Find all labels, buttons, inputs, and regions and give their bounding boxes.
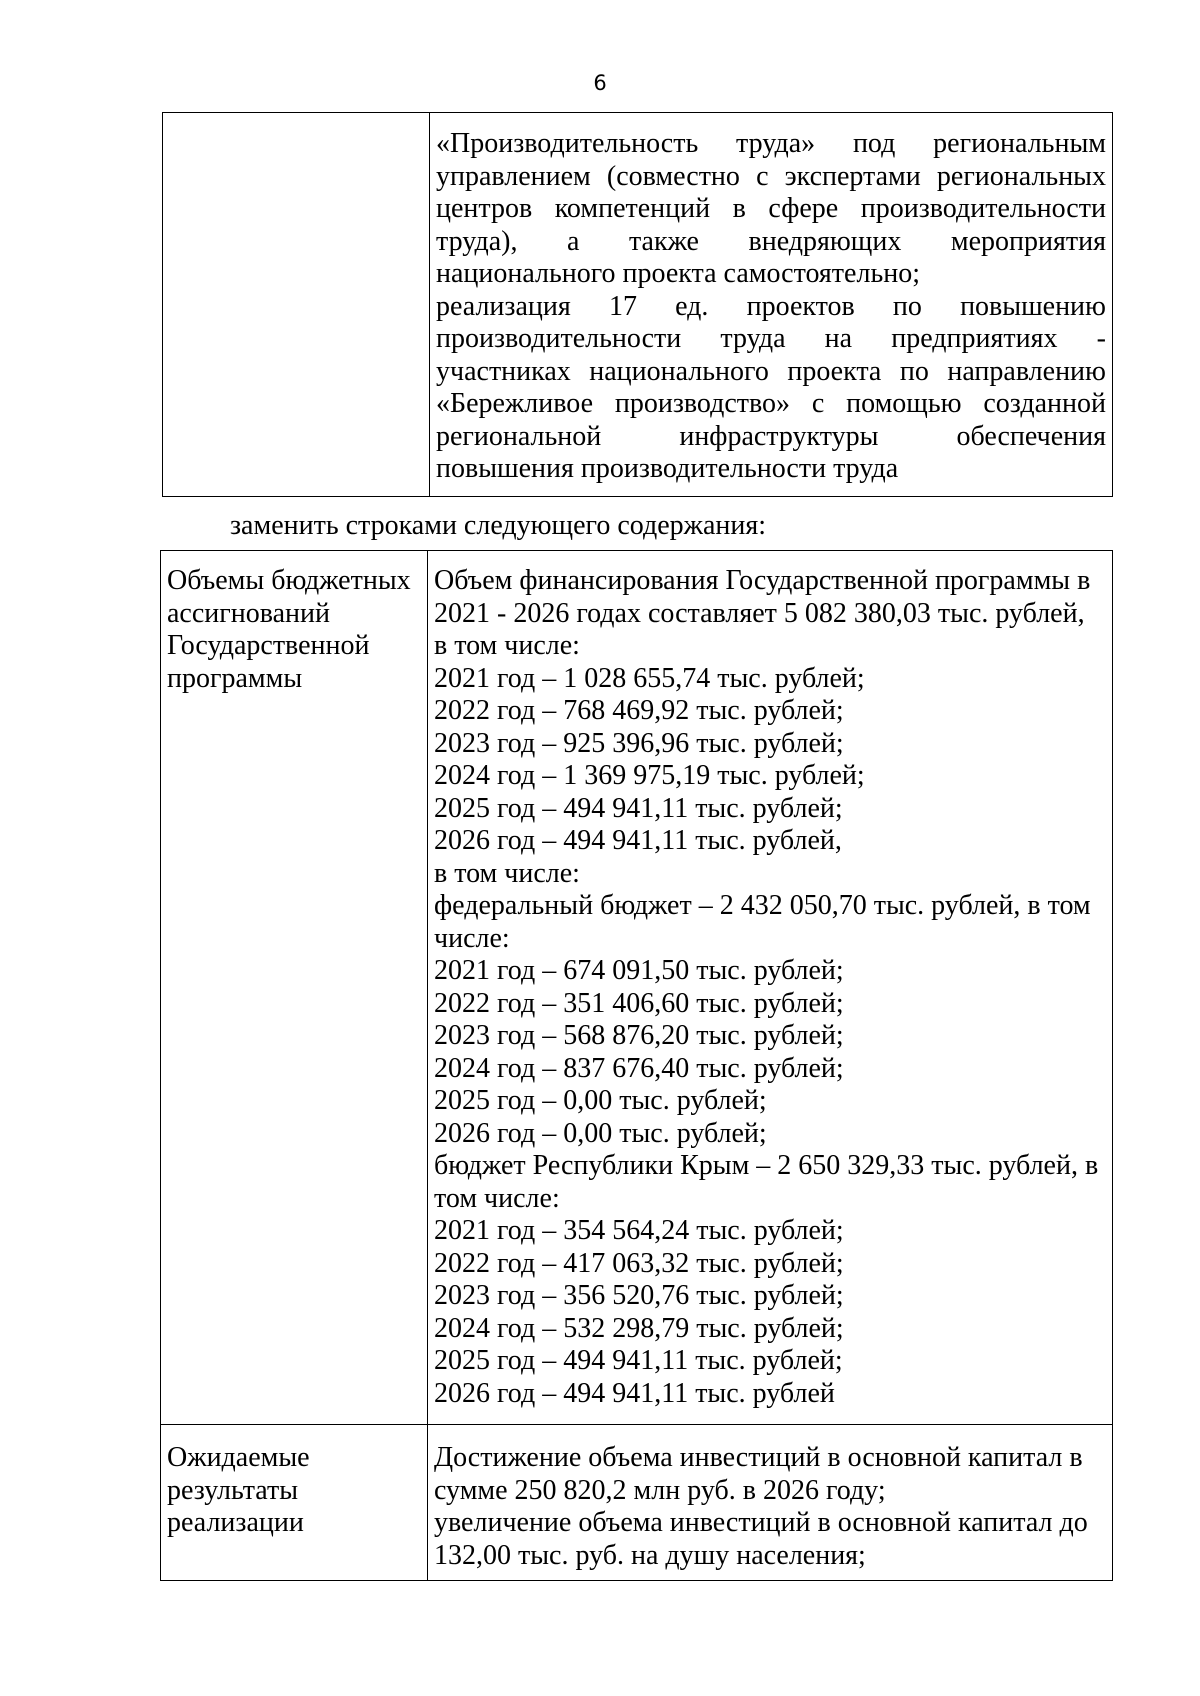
budget-allocations-content-cell — [428, 551, 1113, 1425]
content-line: 2026 год – 494 941,11 тыс. рублей, — [434, 825, 842, 856]
content-line: 2021 - 2026 годах составляет 5 082 380,03 тыс. рублей, — [434, 597, 1085, 629]
content-line: 2023 год – 925 396,96 тыс. рублей; — [434, 727, 844, 759]
word: управлением — [436, 160, 591, 192]
word: помощью — [846, 388, 962, 419]
replace-instruction: заменить строками следующего содержания: — [230, 510, 767, 541]
content-line: в том числе: — [434, 857, 580, 889]
word: ед. — [675, 290, 709, 322]
word: национального — [589, 355, 769, 387]
word: с — [756, 160, 769, 192]
content-line: 2024 год – 1 369 975,19 тыс. рублей; — [434, 760, 865, 791]
content-line: сумме 250 820,2 млн руб. в 2026 году; — [434, 1474, 886, 1506]
word: «Производительность — [436, 128, 699, 159]
word: по — [892, 290, 922, 322]
word: мероприятия — [950, 225, 1106, 257]
label-line: Государственной — [167, 630, 370, 661]
word: внедряющих — [748, 225, 902, 257]
content-line: 2022 год – 768 469,92 тыс. рублей; — [434, 695, 844, 726]
word: компетенций — [554, 193, 711, 224]
text-line — [436, 323, 1106, 356]
content-line: 2021 год – 674 091,50 тыс. рублей; — [434, 955, 844, 986]
text-line — [436, 128, 1106, 161]
empty-label-cell — [163, 113, 430, 497]
text-line — [436, 193, 1106, 226]
word: региональной — [436, 420, 602, 452]
content-line: числе: — [434, 922, 510, 954]
text-line — [436, 421, 1106, 454]
word: 17 — [608, 290, 637, 322]
content-line: 2026 год – 0,00 тыс. рублей; — [434, 1117, 767, 1149]
content-line: 2025 год – 0,00 тыс. рублей; — [434, 1085, 767, 1116]
word: «Бережливое — [436, 388, 594, 419]
word: с — [811, 388, 825, 419]
label-line: Ожидаемые — [167, 1442, 310, 1473]
content-line: увеличение объема инвестиций в основной капитал до — [434, 1507, 1088, 1538]
content-line: в том числе: — [434, 630, 580, 661]
word: сфере — [768, 193, 839, 224]
word: центров — [436, 193, 533, 224]
word: обеспечения — [956, 420, 1106, 452]
word: труда» — [736, 128, 816, 159]
text-line: повышения производительности труда — [436, 453, 899, 484]
table-row — [163, 113, 1113, 497]
word: участниках — [436, 355, 571, 387]
table-row-expected-results — [161, 1425, 1113, 1581]
content-line: бюджет Республики Крым – 2 650 329,33 тыс. рублей, в — [434, 1150, 1099, 1181]
word: инфраструктуры — [679, 420, 879, 452]
word: на — [824, 323, 853, 354]
label-line: программы — [167, 662, 303, 694]
content-line: 2024 год – 532 298,79 тыс. рублей; — [434, 1312, 844, 1344]
word: также — [628, 225, 699, 257]
page-number: 6 — [593, 71, 607, 95]
word: производительности — [860, 193, 1106, 224]
expected-results-label-cell — [161, 1425, 428, 1581]
expected-results-content-cell — [428, 1425, 1113, 1581]
word: труда), — [436, 225, 518, 257]
word: региональных — [936, 160, 1106, 192]
replacement-passport-table — [160, 550, 1113, 1581]
label-line: ассигнований — [167, 597, 330, 629]
text-line — [436, 291, 1106, 324]
content-line: 2023 год – 356 520,76 тыс. рублей; — [434, 1280, 844, 1311]
word: повышению — [960, 290, 1106, 322]
word: (совместно — [606, 160, 740, 192]
content-line: 132,00 тыс. руб. на душу населения; — [434, 1539, 866, 1571]
budget-allocations-label-cell — [161, 551, 428, 1425]
text-line — [436, 161, 1106, 194]
word: проектов — [746, 290, 855, 322]
content-line: 2026 год – 494 941,11 тыс. рублей — [434, 1377, 835, 1409]
content-line: том числе: — [434, 1182, 560, 1214]
word: под — [852, 128, 896, 159]
content-line: 2021 год – 1 028 655,74 тыс. рублей; — [434, 662, 865, 694]
content-line: федеральный бюджет – 2 432 050,70 тыс. рублей, в том — [434, 890, 1091, 921]
word: экспертами — [784, 160, 921, 192]
label-line: Объемы бюджетных — [167, 565, 411, 596]
previous-content-cell — [430, 113, 1113, 497]
word: реализация — [436, 290, 571, 322]
word: а — [566, 225, 580, 257]
word: в — [732, 193, 746, 224]
content-line: Объем финансирования Государственной программы в — [434, 565, 1091, 596]
text-line — [436, 226, 1106, 259]
content-line: Достижение объема инвестиций в основной капитал в — [434, 1442, 1083, 1473]
word: созданной — [983, 388, 1106, 419]
content-line: 2024 год – 837 676,40 тыс. рублей; — [434, 1052, 844, 1084]
label-line: результаты — [167, 1474, 299, 1506]
word: производство» — [614, 388, 791, 419]
word: - — [1096, 323, 1106, 354]
word: предприятиях — [891, 323, 1058, 354]
content-line: 2022 год – 351 406,60 тыс. рублей; — [434, 987, 844, 1019]
word: направлению — [947, 355, 1106, 387]
content-line: 2023 год – 568 876,20 тыс. рублей; — [434, 1020, 844, 1051]
label-line: реализации — [167, 1507, 304, 1538]
previous-passport-table-fragment — [162, 112, 1113, 497]
word: труда — [720, 323, 786, 354]
word: по — [899, 355, 929, 387]
word: производительности — [436, 323, 682, 354]
table-row-budget-allocations — [161, 551, 1113, 1425]
word: региональным — [933, 128, 1106, 159]
text-line — [436, 388, 1106, 421]
word: проекта — [787, 355, 882, 387]
content-line: 2021 год – 354 564,24 тыс. рублей; — [434, 1215, 844, 1246]
content-line: 2022 год – 417 063,32 тыс. рублей; — [434, 1247, 844, 1279]
content-line: 2025 год – 494 941,11 тыс. рублей; — [434, 1345, 843, 1376]
text-line: национального проекта самостоятельно; — [436, 258, 920, 289]
text-line — [436, 356, 1106, 389]
content-line: 2025 год – 494 941,11 тыс. рублей; — [434, 792, 843, 824]
